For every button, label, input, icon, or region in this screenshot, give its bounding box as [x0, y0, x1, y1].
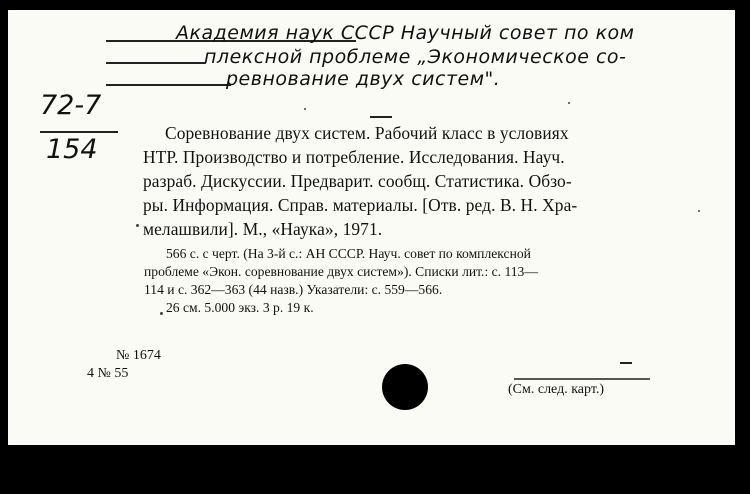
catalog-card: [8, 10, 735, 445]
mark-dash: [370, 116, 392, 118]
speck: [160, 312, 163, 315]
notes-line-2: проблеме «Экон. соревнование двух систем»). Списки лит.: с. 113—: [144, 264, 538, 279]
margin-tick: [620, 362, 632, 364]
call-number-bottom: 154: [46, 134, 98, 165]
header-line-2: плексной проблеме „Экономическое со-: [204, 46, 627, 68]
scan-border: [0, 445, 750, 494]
inventory-number: № 1674: [116, 348, 161, 363]
continuation-underline: [514, 378, 650, 380]
punch-hole: [382, 364, 428, 410]
entry-line-3: разраб. Дискуссии. Предварит. сообщ. Статистика. Обзо-: [143, 171, 572, 191]
entry-line-2: НТР. Производство и потребление. Исследования. Науч.: [143, 147, 565, 167]
header-line-3: ревнование двух систем".: [226, 68, 501, 90]
header-line-1: Академия наук СССР Научный совет по ком: [176, 22, 635, 44]
speck: [136, 224, 139, 227]
header-rule-3: [106, 84, 231, 86]
continuation-note: (См. след. карт.): [508, 382, 605, 397]
speck: [304, 108, 306, 110]
copy-number: 4 № 55: [87, 366, 129, 381]
entry-line-1: Соревнование двух систем. Рабочий класс в условиях: [165, 123, 569, 143]
entry-line-4: ры. Информация. Справ. материалы. [Отв. ред. В. Н. Хра-: [143, 195, 578, 215]
call-number-top: 72-7: [40, 90, 102, 121]
speck: [698, 210, 700, 212]
notes-line-1: 566 с. с черт. (На 3-й с.: АН СССР. Науч. совет по комплексной: [166, 246, 531, 261]
notes-line-3: 114 и с. 362—363 (44 назв.) Указатели: с. 559—566.: [144, 282, 443, 297]
entry-line-5: мелашвили]. М., «Наука», 1971.: [143, 219, 383, 239]
call-number-rule: [40, 131, 118, 133]
header-rule-2: [106, 62, 206, 64]
speck: [568, 102, 570, 104]
notes-line-4: 26 см. 5.000 экз. 3 р. 19 к.: [166, 300, 314, 315]
